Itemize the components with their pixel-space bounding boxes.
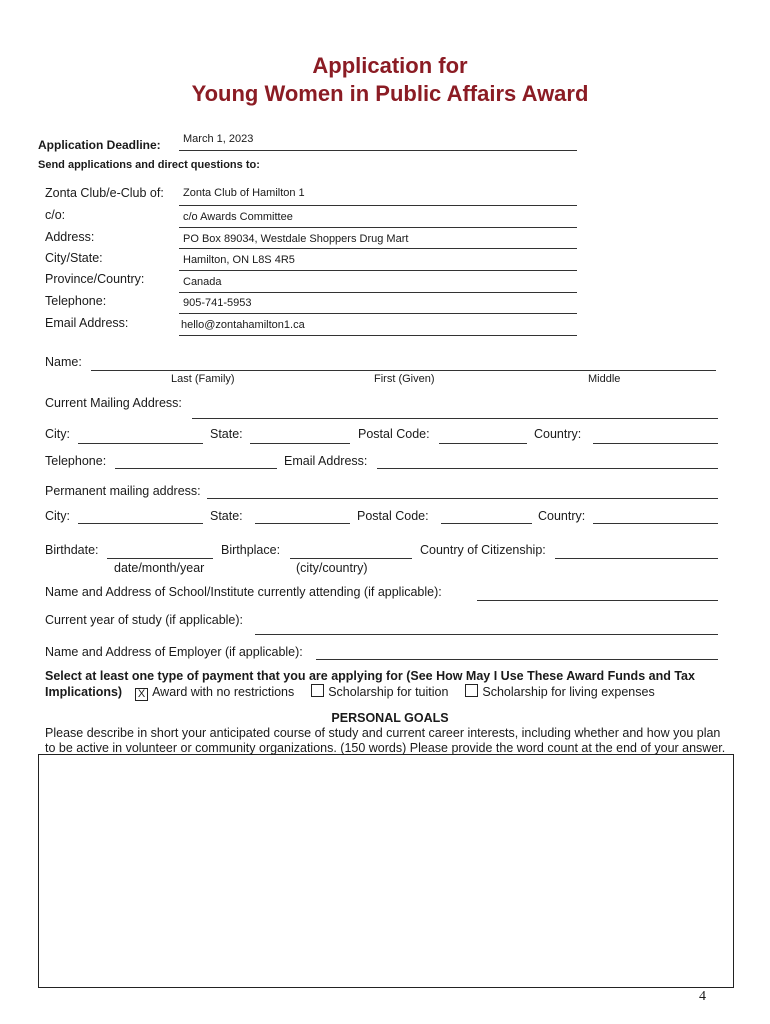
payment-instructions: Select at least one type of payment that you are applying for (See How May I Use These Award Funds and Tax	[45, 669, 695, 683]
personal-goals-textarea[interactable]	[38, 754, 734, 988]
contact-line-telephone	[179, 313, 577, 314]
birthdate-label: Birthdate:	[45, 543, 99, 557]
personal-goals-instructions-2: to be active in volunteer or community organizations. (150 words) Please provide the word count at the end of your answer.	[45, 741, 726, 755]
contact-label-city: City/State:	[45, 251, 103, 265]
page-number: 4	[699, 989, 706, 1004]
contact-value-telephone[interactable]: 905-741-5953	[183, 297, 252, 309]
payment-option-living[interactable]	[465, 685, 654, 699]
permanent-address-input[interactable]	[207, 498, 718, 499]
contact-value-co[interactable]: c/o Awards Committee	[183, 211, 293, 223]
birthplace-input[interactable]	[290, 558, 412, 559]
perm-country-input[interactable]	[593, 523, 718, 524]
payment-option-award-label: Award with no restrictions	[152, 685, 295, 699]
perm-city-input[interactable]	[78, 523, 203, 524]
contact-value-city[interactable]: Hamilton, ON L8S 4R5	[183, 254, 295, 266]
personal-goals-heading: PERSONAL GOALS	[331, 711, 449, 725]
country-label: Country:	[534, 427, 582, 441]
study-year-input[interactable]	[255, 634, 718, 635]
birthdate-input[interactable]	[107, 558, 213, 559]
payment-option-award[interactable]	[135, 685, 294, 699]
birthplace-label: Birthplace:	[221, 543, 281, 557]
postal-input[interactable]	[439, 443, 527, 444]
payment-option-living-label: Scholarship for living expenses	[482, 685, 655, 699]
mailing-address-input[interactable]	[192, 418, 718, 419]
employer-label: Name and Address of Employer (if applicable):	[45, 645, 303, 659]
form-title-line2: Young Women in Public Affairs Award	[191, 81, 589, 106]
name-middle-hint: Middle	[588, 373, 621, 385]
contact-line-country	[179, 292, 577, 293]
payment-option-tuition-label: Scholarship for tuition	[328, 685, 449, 699]
perm-city-label: City:	[45, 509, 70, 523]
perm-state-label: State:	[210, 509, 243, 523]
postal-label: Postal Code:	[358, 427, 430, 441]
mailing-address-label: Current Mailing Address:	[45, 396, 182, 410]
contact-label-telephone: Telephone:	[45, 294, 107, 308]
checkbox-award-checked-icon[interactable]: X	[135, 688, 148, 701]
email-input[interactable]	[377, 468, 718, 469]
contact-label-address: Address:	[45, 230, 95, 244]
telephone-input[interactable]	[115, 468, 277, 469]
perm-postal-label: Postal Code:	[357, 509, 429, 523]
school-label: Name and Address of School/Institute currently attending (if applicable):	[45, 585, 442, 599]
contact-line-co	[179, 227, 577, 228]
contact-label-country: Province/Country:	[45, 272, 145, 286]
deadline-value[interactable]: March 1, 2023	[183, 133, 254, 145]
contact-label-email: Email Address:	[45, 316, 129, 330]
payment-options-row	[45, 684, 655, 701]
contact-line-email	[179, 335, 577, 336]
deadline-underline	[179, 150, 577, 151]
perm-state-input[interactable]	[255, 523, 350, 524]
birthplace-hint: (city/country)	[296, 561, 368, 575]
country-input[interactable]	[593, 443, 718, 444]
contact-line-city	[179, 270, 577, 271]
citizenship-label: Country of Citizenship:	[420, 543, 546, 557]
form-title-line1: Application for	[312, 53, 468, 78]
email-label: Email Address:	[284, 454, 368, 468]
payment-option-tuition[interactable]	[311, 685, 448, 699]
personal-goals-instructions-1: Please describe in short your anticipated course of study and current career interests, including whether and how you plan	[45, 726, 721, 740]
deadline-label: Application Deadline:	[38, 138, 161, 152]
employer-input[interactable]	[316, 659, 718, 660]
contact-line-club	[179, 205, 577, 206]
city-input[interactable]	[78, 443, 203, 444]
birthdate-hint: date/month/year	[114, 561, 205, 575]
name-label: Name:	[45, 355, 82, 369]
checkbox-living-icon[interactable]	[465, 684, 478, 697]
permanent-address-label: Permanent mailing address:	[45, 484, 201, 498]
name-first-hint: First (Given)	[374, 373, 435, 385]
contact-line-address	[179, 248, 577, 249]
state-label: State:	[210, 427, 243, 441]
telephone-label: Telephone:	[45, 454, 107, 468]
send-to-heading: Send applications and direct questions to:	[38, 159, 260, 171]
state-input[interactable]	[250, 443, 350, 444]
name-input-line[interactable]	[91, 370, 716, 371]
contact-label-club: Zonta Club/e-Club of:	[45, 186, 164, 200]
name-last-hint: Last (Family)	[171, 373, 235, 385]
payment-implications-label: Implications)	[45, 685, 123, 699]
city-label: City:	[45, 427, 70, 441]
perm-country-label: Country:	[538, 509, 586, 523]
school-input[interactable]	[477, 600, 718, 601]
contact-value-club[interactable]: Zonta Club of Hamilton 1	[183, 187, 305, 199]
contact-value-country[interactable]: Canada	[183, 276, 222, 288]
study-year-label: Current year of study (if applicable):	[45, 613, 244, 627]
contact-value-address[interactable]: PO Box 89034, Westdale Shoppers Drug Mart	[183, 233, 409, 245]
contact-label-co: c/o:	[45, 208, 66, 222]
contact-value-email[interactable]: hello@zontahamilton1.ca	[181, 319, 305, 331]
checkbox-tuition-icon[interactable]	[311, 684, 324, 697]
citizenship-input[interactable]	[555, 558, 718, 559]
perm-postal-input[interactable]	[441, 523, 532, 524]
